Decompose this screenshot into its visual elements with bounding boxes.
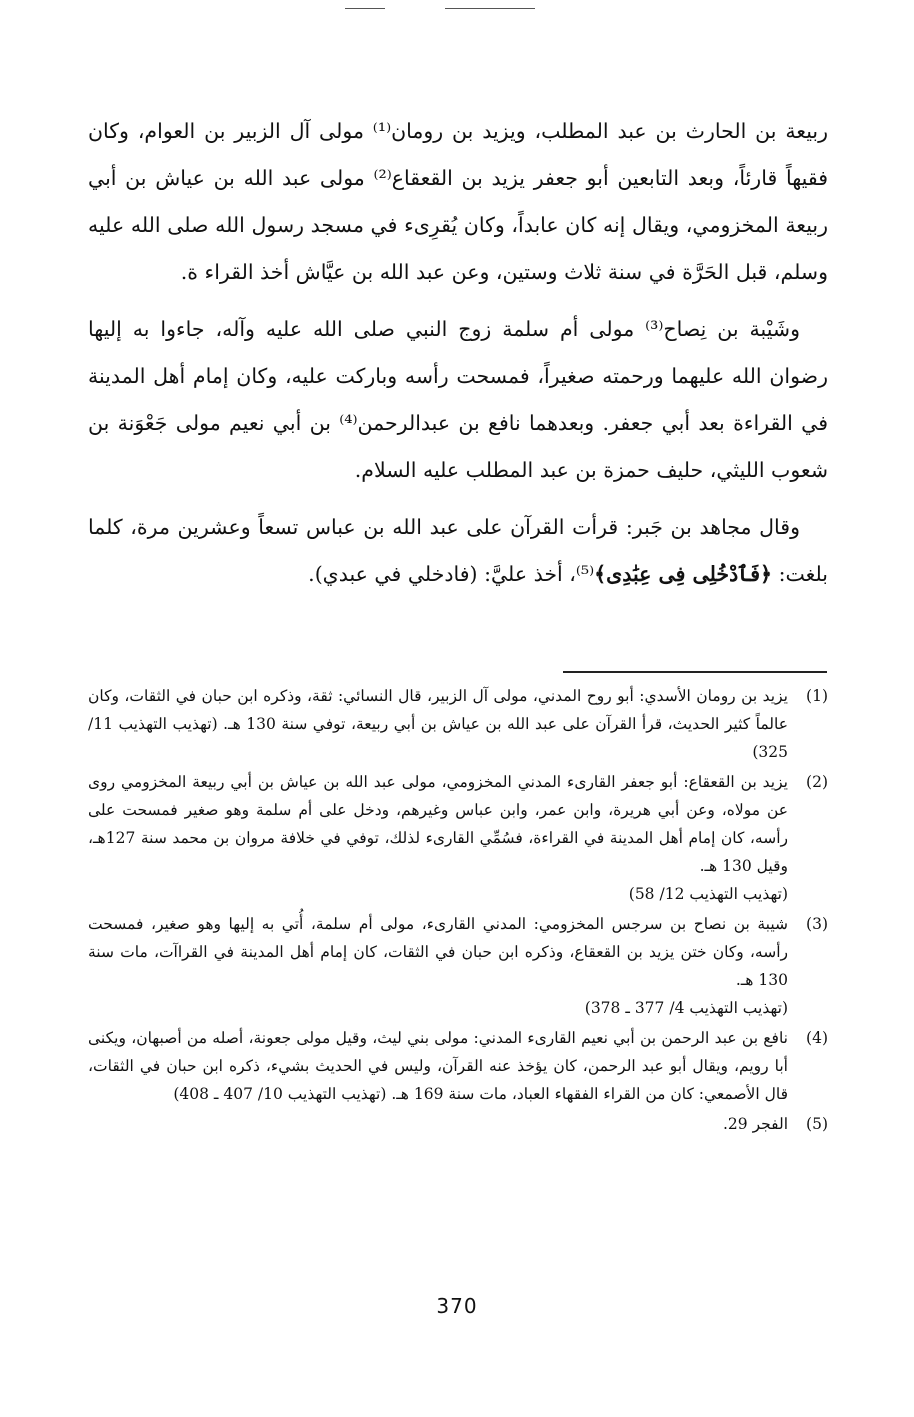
footnote-3 — [88, 910, 828, 1022]
footnote-text: نافع بن عبد الرحمن بن أبي نعيم القارىء المدني: مولى بني ليث، وقيل مولى جعونة، أصله من أصبهان، ويكنى أبا رويم، ويقال أبو عبد الرحمن، كان يؤخذ عنه القرآن، وليس في الحديث بشيء، ذكره ابن حبان في الثقات، قال الأصمعي: كان من القراء الفقهاء العباد، مات سنة 169 هـ. (تهذيب التهذيب 10/ 407 ـ 408) — [88, 1029, 788, 1103]
footnote-5 — [88, 1110, 828, 1138]
footnote-number: (3) — [806, 915, 828, 933]
page-number: 370 — [436, 1294, 478, 1318]
footnote-text: يزيد بن القعقاع: أبو جعفر القارىء المدني المخزومي، مولى عبد الله بن عياش بن أبي ربيعة المخزومي روى عن مولاه، وعن أبي هريرة، وابن عمر، وابن عباس وغيرهم، ودخل على أم سلمة وهو صغير فمسحت على رأسه، كان إمام أهل المدينة في القراءة، فسُمِّي القارىء لذلك، توفي في خلافة مروان بن محمد سنة 127هـ، وقيل 130 هـ. — [88, 773, 788, 875]
footnote-text: الفجر 29. — [722, 1115, 788, 1133]
footnotes — [88, 682, 828, 1140]
paragraph-3 — [88, 504, 828, 598]
footnote-number: (4) — [806, 1029, 828, 1047]
header-rules — [0, 8, 914, 10]
footnote-number: (1) — [806, 687, 828, 705]
quran-verse: ﴿فَٱدْخُلِى فِى عِبَٰدِى﴾ — [594, 562, 773, 586]
footnote-number: (5) — [806, 1115, 828, 1133]
footnote-text: شيبة بن نصاح بن سرجس المخزومي: المدني القارىء، مولى أم سلمة، أُتي به إليها وهو صغير، فمسحت رأسه، وكان ختن يزيد بن القعقاع، وذكره ابن حبان في الثقات، كان إمام أهل المدينة في القراآت، مات سنة 130 هـ. — [88, 915, 788, 989]
paragraph-2: وشَيْبة بن نِصاح⁽³⁾ مولى أم سلمة زوج النبي صلى الله عليه وآله، جاءوا به إليها رضوان الله عليهما ورحمته صغيراً، فمسحت رأسه وباركت عليه، وكان إمام أهل المدينة في القراءة بعد أبي جعفر. وبعدهما نافع بن عبدالرحمن⁽⁴⁾ بن أبي نعيم مولى جَعْوَنة بن شعوب الليثي، حليف حمزة بن عبد المطلب عليه السلام. — [88, 317, 828, 482]
footnote-number: (2) — [806, 773, 828, 791]
footnote-1 — [88, 682, 828, 766]
footnote-source: (تهذيب التهذيب 12/ 58) — [628, 885, 788, 903]
mujahid-quote-end: ⁽⁵⁾، أخذ عليَّ: (فادخلي في عبدي). — [308, 562, 595, 586]
paragraph-1: ربيعة بن الحارث بن عبد المطلب، ويزيد بن رومان⁽¹⁾ مولى آل الزبير بن العوام، وكان فقيهاً قارئاً، وبعد التابعين أبو جعفر يزيد بن القعقاع⁽²⁾ مولى عبد الله بن عياش بن أبي ربيعة المخزومي، ويقال إنه كان عابداً، وكان يُقرِىء في مسجد رسول الله صلى الله عليه وسلم، قبل الحَرَّة في سنة ثلاث وستين، وعن عبد الله بن عيَّاش أخذ القراء ة. — [88, 119, 828, 284]
header-rule-short — [345, 8, 385, 9]
footnote-body — [88, 768, 788, 908]
footnote-2 — [88, 768, 828, 908]
header-rule-long — [445, 8, 535, 9]
main-text — [88, 108, 828, 608]
footnote-source: (تهذيب التهذيب 4/ 377 ـ 378) — [584, 999, 788, 1017]
footnote-body — [88, 910, 788, 1022]
mujahid-quote-intro: وقال مجاهد بن جَبر: قرأت القرآن على عبد الله بن عباس تسعاً وعشرين مرة، كلما بلغت: — [88, 515, 828, 586]
footnote-separator — [563, 671, 827, 673]
footnote-4 — [88, 1024, 828, 1108]
footnote-text: يزيد بن رومان الأسدي: أبو روح المدني، مولى آل الزبير، قال النسائي: ثقة، وذكره ابن حبان في الثقات، وكان عالماً كثير الحديث، قرأ القرآن على عبد الله بن عياش بن أبي ربيعة، توفي سنة 130 هـ. (تهذيب التهذيب 11/ 325) — [88, 687, 788, 761]
